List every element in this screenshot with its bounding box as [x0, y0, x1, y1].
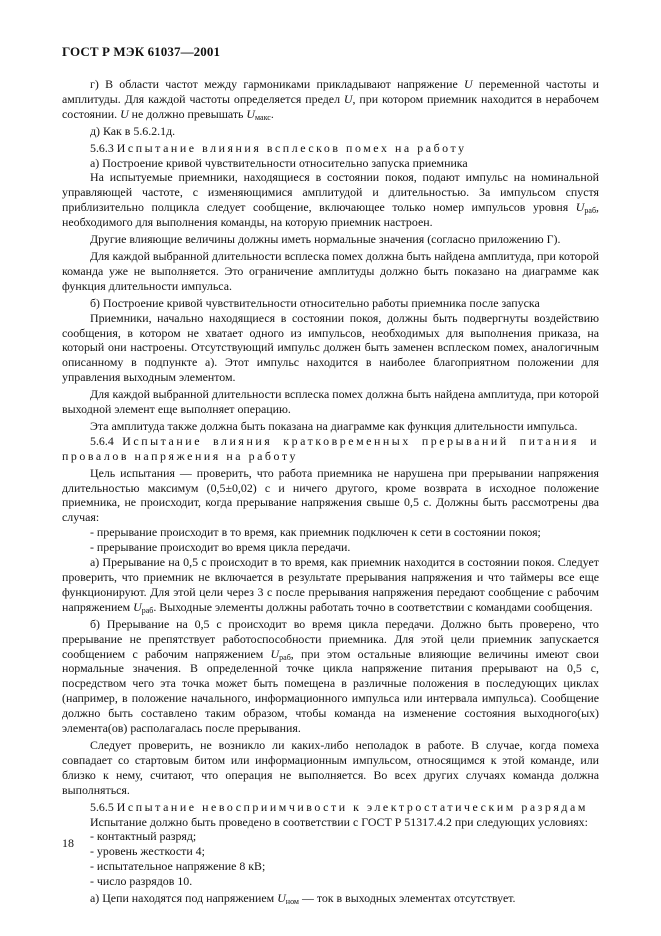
paragraph: Для каждой выбранной длительности всплеска помех должна быть найдена амплитуда, при которой команда уже не выполняется. Это ограничение амплитуды должно быть показано на диаграмме как функция длительности импульса. — [62, 248, 599, 293]
paragraph: а) Построение кривой чувствительности относительно запуска приемника — [90, 155, 468, 170]
section-heading-5-6-5: 5.6.5 Испытание невосприимчивости к электростатическим разрядам — [90, 799, 588, 814]
paragraph: а) Цепи находятся под напряжением $U_{ном}$ — ток в выходных элементах отсутствует. — [90, 891, 516, 907]
voltage-symbol: U — [277, 891, 286, 906]
list-item: - прерывание происходит в то время, как приемник подключен к сети в состоянии покоя; — [90, 525, 541, 540]
voltage-symbol: U — [120, 106, 129, 121]
list-item: - испытательное напряжение 8 кВ; — [90, 859, 266, 874]
paragraph: Эта амплитуда также должна быть показана на диаграмме как функция длительности импульса. — [90, 418, 578, 433]
paragraph: Цель испытания — проверить, что работа приемника не нарушена при прерывании напряжения длительностью максимум (0,5±0,02) с и ничего другого, кроме возврата в исходное положение приемника, не происходит, когда прерывание напряжения свыше 0,5 с. Должны быть рассмотрены два случая: — [62, 465, 599, 525]
list-item: - контактный разряд; — [90, 829, 197, 844]
list-item: - число разрядов 10. — [90, 874, 193, 889]
voltage-symbol: U — [343, 91, 353, 106]
paragraph: б) Прерывание на 0,5 с происходит во время цикла передачи. Должно быть проверено, что прерывание не препятствует работоспособности приемника. Для этой цели приемник запускается сообщением с рабочим напряжением $U_{раб}$, при этом остальные влияющие величины имеют свои нормальные значения. В определенной точке цикла напряжение питания прерывают на 0,5 с, посредством чего эта точка может быть помещена в различные положения в последующих циклах (например, в положение начального, информационного импульса или интервала импульса). Сообщение должно быть составлено таким образом, чтобы команда на изменение состояния выходного(ых) элемента(ов) располагалась после прерывания. — [62, 616, 599, 736]
section-heading-5-6-4: 5.6.4 Испытание влияния кратковременных прерываний питания и провалов напряжения на работу — [62, 433, 599, 463]
voltage-symbol: U — [464, 77, 473, 91]
voltage-symbol: U — [133, 599, 142, 614]
paragraph: д) Как в 5.6.2.1д. — [90, 123, 176, 138]
paragraph: Следует проверить, не возникло ли каких-либо неполадок в работе. В случае, когда помеха совпадает со стартовым битом или информационным импульсом, относящимся к этой команде, или близко к нему, считают, что операция не выполняется. Во всех других случаях команда должна выполняться. — [62, 737, 599, 797]
paragraph: г) В области частот между гармониками прикладывают напряжение U переменной частоты и амплитуды. Для каждой частоты определяется предел U, при котором приемник находится в нерабочем состоянии. U не должно превышать $U_{макс}$. — [62, 77, 599, 122]
paragraph: Для каждой выбранной длительности всплеска помех должна быть найдена амплитуда, при которой выходной элемент еще выполняет операцию. — [62, 387, 599, 417]
paragraph: а) Прерывание на 0,5 с происходит в то время, как приемник находится в состоянии покоя. Следует проверить, что приемник не включается в результате прерывания напряжения и что таймеры все еще функционируют. Для этой цели через 3 с после прерывания напряжения передают сообщение с рабочим напряжением $U_{раб}$. Выходные элементы должны работать точно в соответствии с командами сообщения. — [62, 555, 599, 615]
paragraph: Испытание должно быть проведено в соответствии с ГОСТ Р 51317.4.2 при следующих условиях: — [90, 814, 588, 829]
voltage-symbol: U — [270, 646, 280, 661]
paragraph: б) Построение кривой чувствительности относительно работы приемника после запуска — [90, 295, 540, 310]
page-number: 18 — [62, 836, 74, 850]
document-body — [62, 77, 599, 906]
paragraph: Приемники, начально находящиеся в состоянии покоя, должны быть подвергнуты воздействию сообщения, в котором не хватает одного из импульсов, необходимых для выполнения приказа, на который они настроены. Отсутствующий импульс должен быть заменен всплеском помех, аналогичным описанному в подпункте а). Этот импульс находится в наиболее благоприятном положении для управления выходным элементом. — [62, 310, 599, 385]
paragraph: Другие влияющие величины должны иметь нормальные значения (согласно приложению Г). — [90, 232, 561, 247]
section-heading-5-6-3: 5.6.3 Испытание влияния всплесков помех на работу — [90, 140, 467, 155]
voltage-symbol: U — [575, 200, 585, 215]
page-header: ГОСТ Р МЭК 61037—2001 — [62, 44, 221, 59]
list-item: - прерывание происходит во время цикла передачи. — [90, 540, 351, 555]
paragraph: На испытуемые приемники, находящиеся в состоянии покоя, подают импульс на номинальной управляющей частоте, с изменяющимися амплитудой и длительностью. За импульсом спустя приблизительно полцикла следует сообщение, включающее только номер импульсов уровня $U_{раб}$, необходимого для выполнения команды, на которую приемник настроен. — [62, 170, 599, 230]
list-item: - уровень жесткости 4; — [90, 844, 205, 859]
voltage-symbol: U — [246, 106, 256, 121]
